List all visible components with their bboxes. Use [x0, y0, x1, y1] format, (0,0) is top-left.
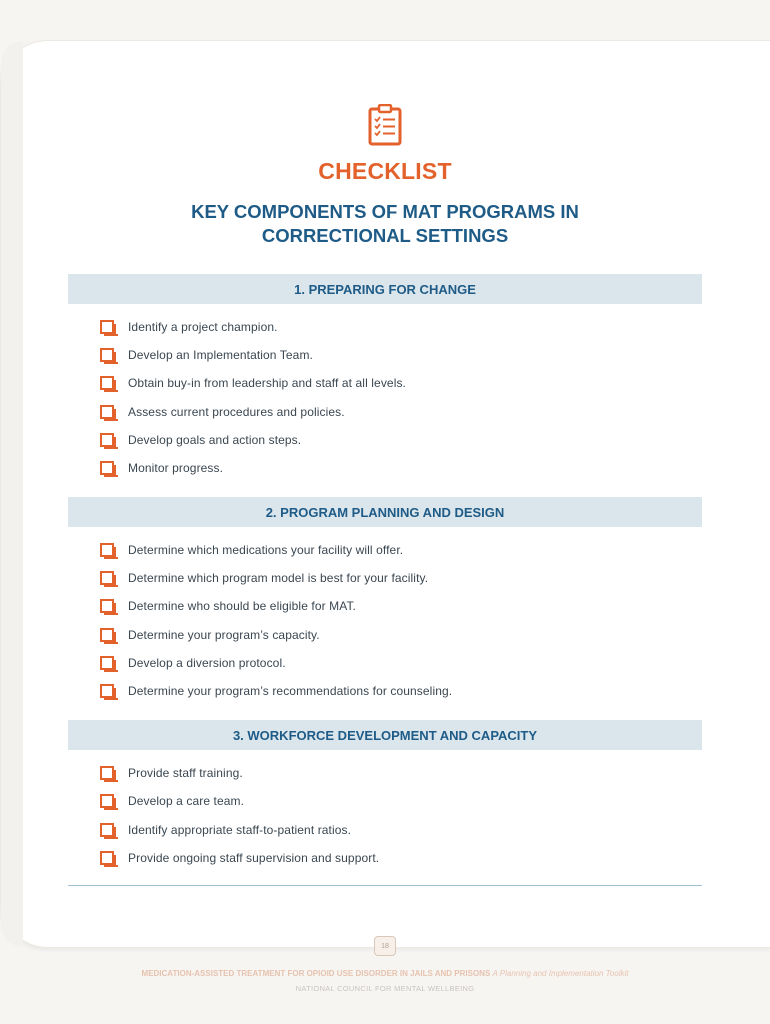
checklist-item[interactable]: Assess current procedures and policies. — [100, 402, 345, 422]
footer-publication-title: MEDICATION-ASSISTED TREATMENT FOR OPIOID USE DISORDER IN JAILS AND PRISONS — [141, 969, 491, 978]
checklist-item[interactable]: Develop an Implementation Team. — [100, 345, 313, 365]
checklist-item[interactable]: Determine which program model is best for your facility. — [100, 568, 428, 588]
checkbox-icon[interactable] — [100, 766, 114, 780]
checklist-item[interactable]: Provide staff training. — [100, 763, 243, 783]
checklist-item[interactable]: Identify appropriate staff-to-patient ratios. — [100, 820, 351, 840]
checklist-item[interactable]: Obtain buy-in from leadership and staff at all levels. — [100, 373, 406, 393]
clipboard-checklist-icon — [368, 104, 402, 146]
checklist-item[interactable]: Develop a care team. — [100, 791, 244, 811]
checklist-item[interactable]: Determine your program’s recommendations for counseling. — [100, 681, 452, 701]
checklist-item[interactable]: Determine who should be eligible for MAT. — [100, 596, 356, 616]
page-title: CHECKLIST — [318, 158, 452, 184]
checklist-item[interactable]: Monitor progress. — [100, 458, 223, 478]
footer-publication-subtitle: A Planning and Implementation Toolkit — [492, 969, 629, 978]
checkbox-icon[interactable] — [100, 823, 114, 837]
checkbox-icon[interactable] — [100, 320, 114, 334]
checkbox-icon[interactable] — [100, 376, 114, 390]
checklist-item[interactable]: Identify a project champion. — [100, 317, 278, 337]
checkbox-icon[interactable] — [100, 348, 114, 362]
page-number: 18 — [374, 936, 396, 956]
footer-publication — [0, 969, 770, 978]
checkbox-icon[interactable] — [100, 599, 114, 613]
section-heading-preparing: 1. PREPARING FOR CHANGE — [68, 274, 702, 304]
checklist-item[interactable]: Determine which medications your facility will offer. — [100, 540, 403, 560]
checkbox-icon[interactable] — [100, 851, 114, 865]
section-heading-workforce: 3. WORKFORCE DEVELOPMENT AND CAPACITY — [68, 720, 702, 750]
checklist-item[interactable]: Develop goals and action steps. — [100, 430, 301, 450]
checkbox-icon[interactable] — [100, 794, 114, 808]
checkbox-icon[interactable] — [100, 656, 114, 670]
checkbox-icon[interactable] — [100, 571, 114, 585]
checklist-item[interactable]: Determine your program’s capacity. — [100, 625, 320, 645]
checkbox-icon[interactable] — [100, 461, 114, 475]
page-subtitle: KEY COMPONENTS OF MAT PROGRAMS IN CORRECTIONAL SETTINGS — [191, 201, 579, 246]
checkbox-icon[interactable] — [100, 543, 114, 557]
checkbox-icon[interactable] — [100, 433, 114, 447]
checkbox-icon[interactable] — [100, 628, 114, 642]
checklist-item[interactable]: Develop a diversion protocol. — [100, 653, 286, 673]
checkbox-icon[interactable] — [100, 405, 114, 419]
checkbox-icon[interactable] — [100, 684, 114, 698]
checklist-item[interactable]: Provide ongoing staff supervision and support. — [100, 848, 379, 868]
section-heading-planning: 2. PROGRAM PLANNING AND DESIGN — [68, 497, 702, 527]
bottom-divider — [68, 885, 702, 886]
footer-organization: NATIONAL COUNCIL FOR MENTAL WELLBEING — [295, 984, 475, 993]
